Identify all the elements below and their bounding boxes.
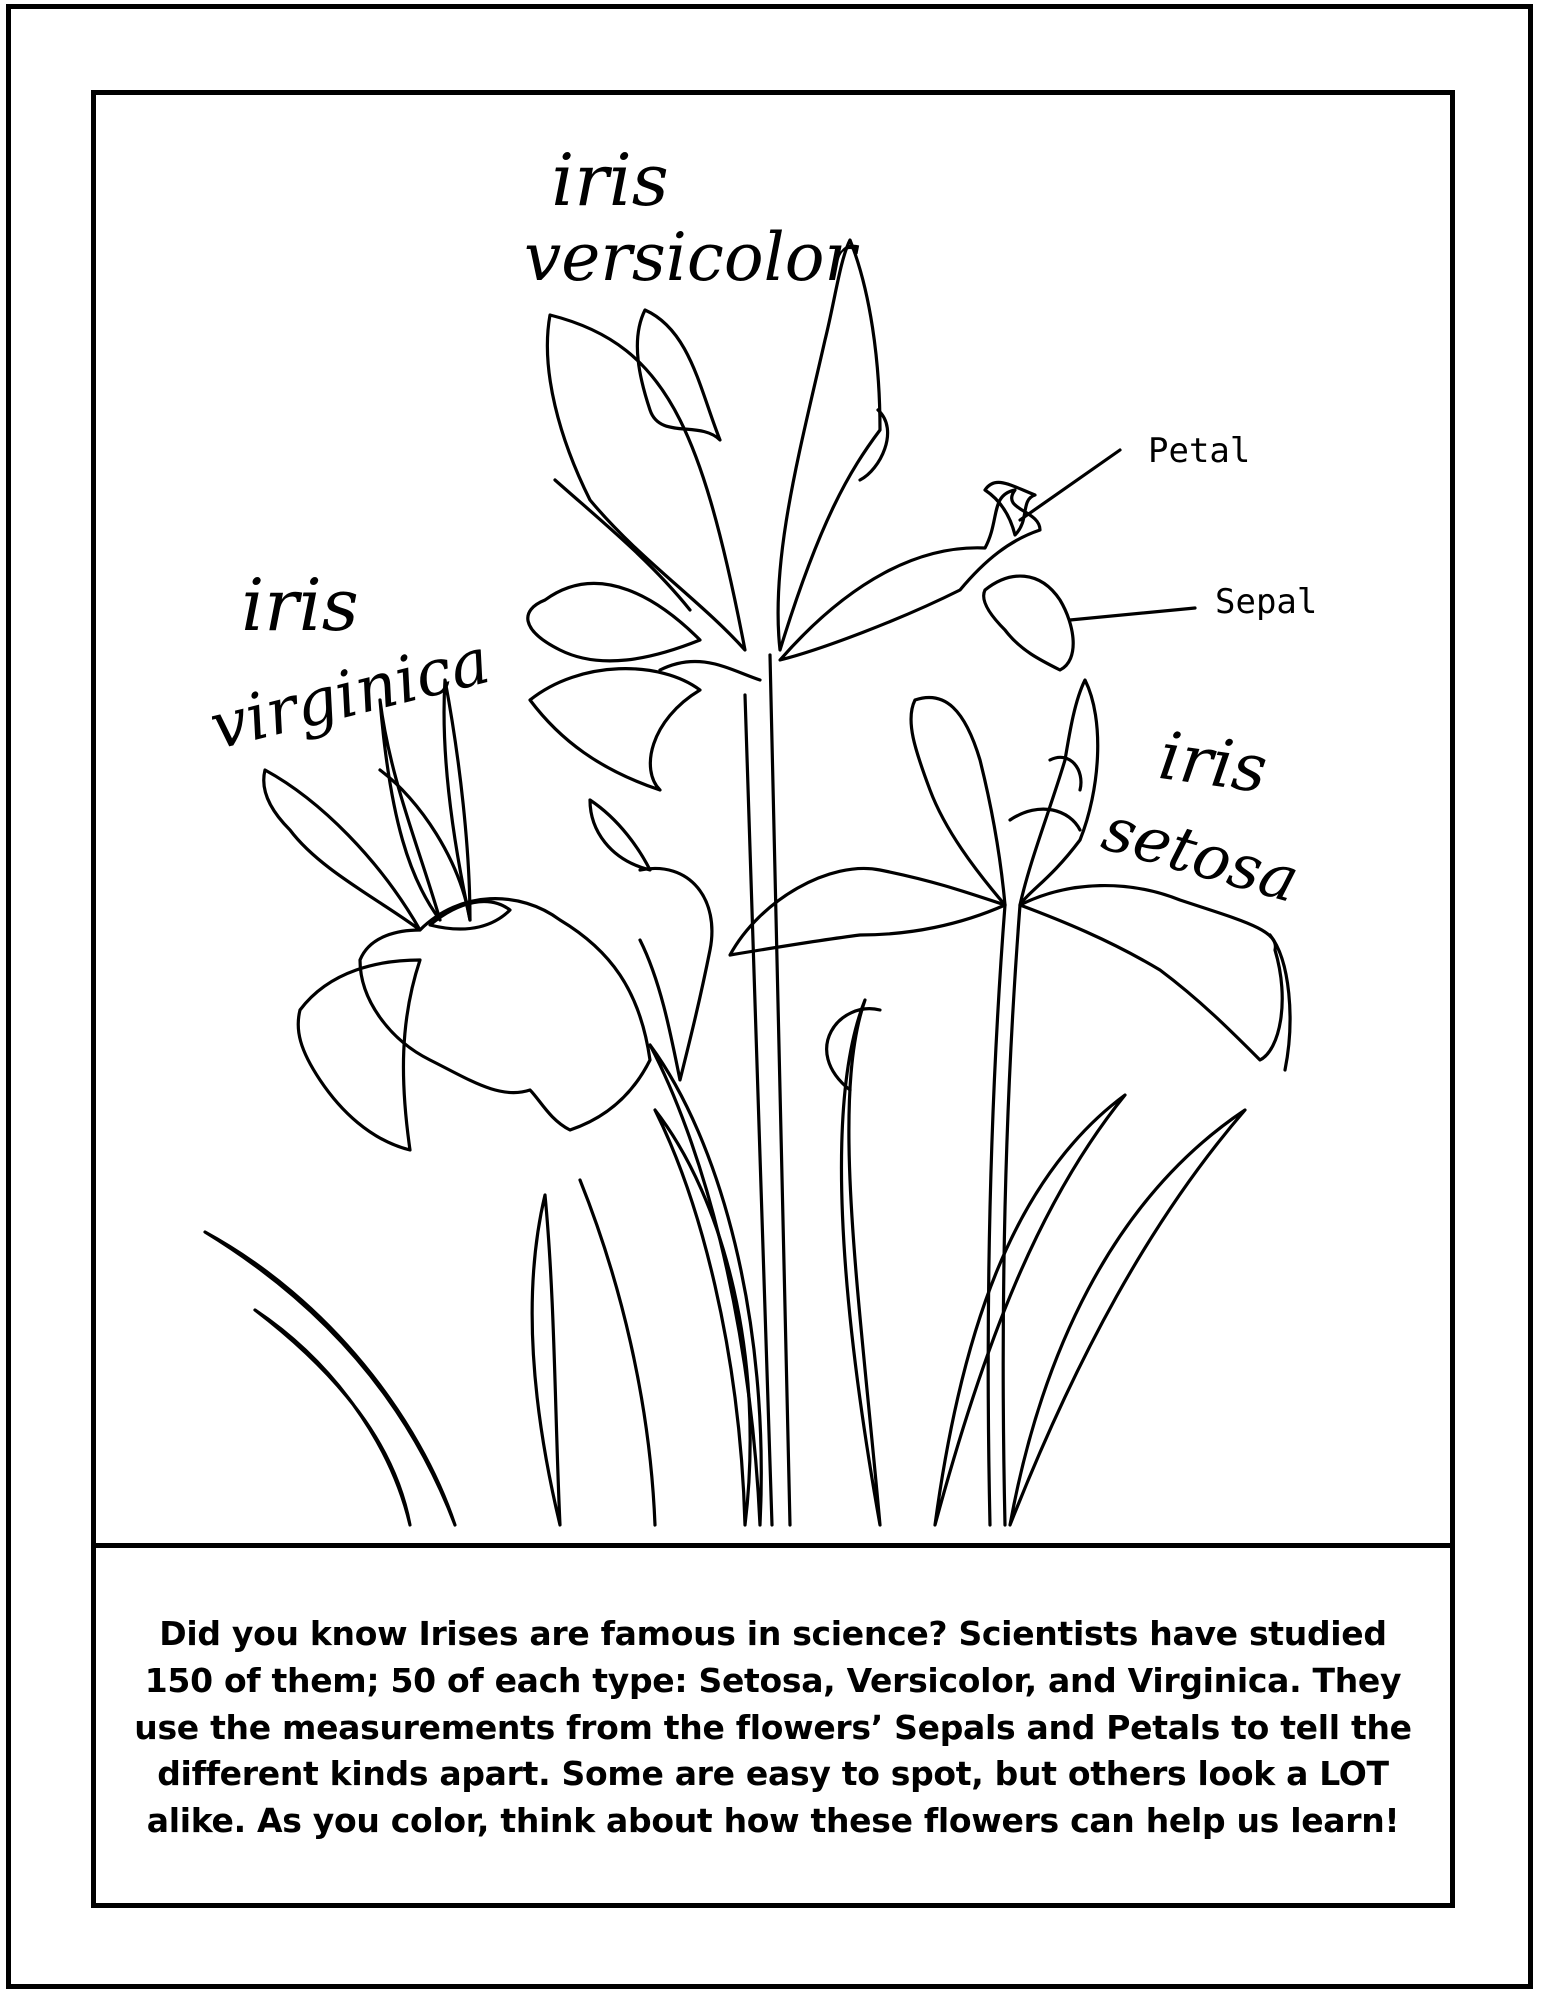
fact-box [91,1543,1455,1908]
iris-illustration [96,95,1450,1543]
versicolor-label-line2: versicolor [524,219,856,296]
setosa-label-line2: setosa [1094,791,1307,917]
virginica-label-line2: virginica [203,624,497,765]
versicolor-label-line1: iris [551,138,669,222]
stems [745,655,1020,1525]
stem [770,655,790,1525]
virginica-label-line1: iris [241,563,359,647]
virginica-flower [264,680,712,1150]
leaf [1010,1110,1245,1525]
petal-leader-line [1020,450,1120,520]
sepal-label: Sepal [1215,582,1318,622]
leaf [532,1195,560,1525]
leaf [580,1180,655,1525]
petal-label: Petal [1148,431,1251,471]
sepal-leader-line [1070,608,1195,620]
leaf [935,1095,1125,1525]
leaf [841,1000,880,1525]
stem [1003,905,1020,1525]
leaf [255,1310,410,1525]
fact-text: Did you know Irises are famous in science? Scientists have studied 150 of them; 50 of each type: Setosa, Versicolor, and Virginica. They use the measurements from the flowers’ Sepals and Petals to tell the different kinds apart. Some are easy to spot, but others look a LOT alike. As you color, think about how these flowers can help us learn! [134,1613,1412,1841]
leaf [650,1045,761,1525]
setosa-label-line1: iris [1154,717,1272,809]
versicolor-flower [528,240,1073,790]
leaves [205,1000,1245,1525]
